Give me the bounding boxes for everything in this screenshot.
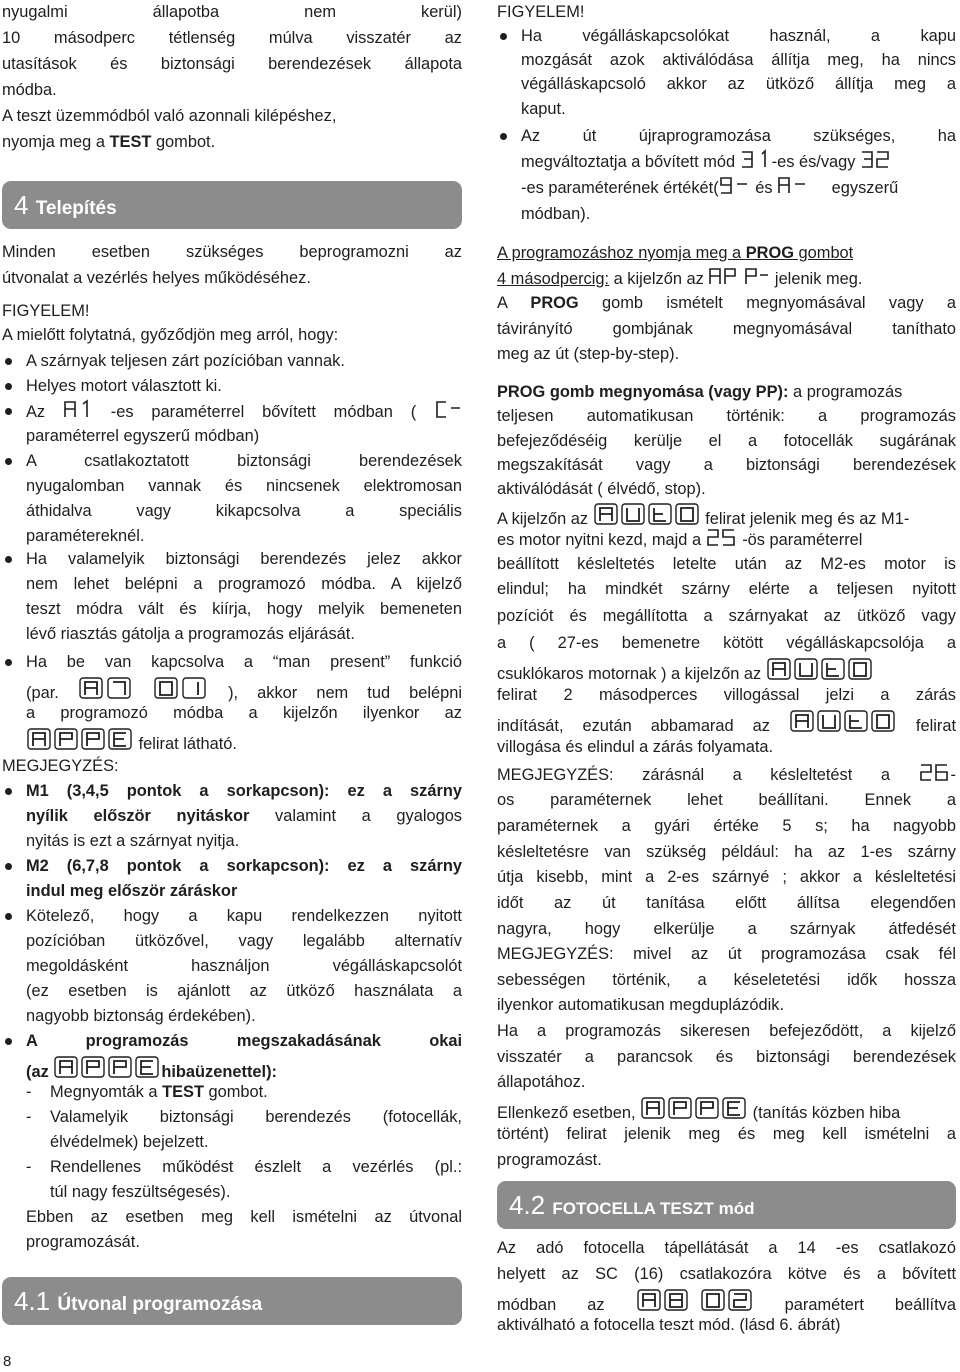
test-bold: TEST bbox=[162, 1083, 204, 1101]
text-line: utasítások és biztonsági berendezések állapota bbox=[2, 55, 462, 73]
text-span: Ellenkező esetben, bbox=[497, 1104, 636, 1122]
list-item: A csatlakoztatott biztonsági berendezések bbox=[26, 452, 462, 470]
text-line: Az adó fotocella tápellátását a 14 -es csatlakozó bbox=[497, 1239, 956, 1257]
text-line: nagyra, hogy elkerülje a szárnyak átfedését bbox=[497, 920, 956, 938]
text-span: hibaüzenettel): bbox=[161, 1063, 277, 1081]
text-line: programozást. bbox=[497, 1151, 602, 1169]
seg-display-app bbox=[708, 266, 770, 286]
seg-display-a1 bbox=[63, 399, 93, 419]
text-underline: 4 másodpercig: bbox=[497, 270, 610, 288]
text-line: beállított késleltetés letelte után az M2-es motor is bbox=[497, 555, 956, 573]
text-span: paramétert beállítva bbox=[784, 1296, 956, 1314]
text-line: meg az út (step-by-step). bbox=[497, 345, 680, 363]
text-span: (az bbox=[26, 1063, 49, 1081]
seg-display-26 bbox=[919, 762, 951, 782]
section-heading bbox=[2, 1277, 462, 1325]
text-line: paraméterrel egyszerű módban) bbox=[26, 427, 260, 445]
text-line: módban). bbox=[521, 205, 591, 223]
text-span: (par. bbox=[26, 684, 59, 702]
text-line: távirányító gombjának megnyomásával taníthato bbox=[497, 320, 956, 338]
text-line: 10 másodperc tétlenség múlva visszatér az bbox=[2, 29, 462, 47]
text-line: végálláskapcsoló akkor az ütköző állítja meg a bbox=[521, 75, 956, 93]
text-line: időt az út tanítása előtt állítsa elegendően bbox=[497, 894, 956, 912]
text-line: nagyobb biztonság érdekében). bbox=[26, 1007, 256, 1025]
section-num: 4.2 bbox=[509, 1190, 546, 1220]
text-line: nyitás is ezt a szárnyat nyitja. bbox=[26, 832, 240, 850]
text-line: paraméternek a gyári értéke 5 s; ha nagyobb bbox=[497, 817, 956, 835]
text-line: nem lehet belépni a programozó módba. A kijelző bbox=[26, 575, 462, 593]
text-line bbox=[497, 1288, 956, 1312]
section-num: 4 bbox=[14, 190, 29, 220]
text-underline: gombot bbox=[794, 244, 854, 262]
section-num: 4.1 bbox=[14, 1286, 51, 1316]
text-line bbox=[26, 1055, 462, 1079]
prog-bold: PROG bbox=[745, 244, 794, 262]
text-underline: A programozáshoz nyomja meg a bbox=[497, 244, 746, 262]
text-span: csuklókaros motornak ) a kijelzőn az bbox=[497, 665, 762, 683]
text-line: MEGJEGYZÉS: mivel az út programozása csak fél bbox=[497, 945, 956, 963]
mj-seg-wrap bbox=[919, 766, 956, 784]
seg-display-a bbox=[777, 175, 809, 195]
text-line bbox=[497, 380, 956, 404]
text-span: Megnyomták a bbox=[50, 1083, 163, 1101]
text-line bbox=[497, 527, 956, 551]
bullet bbox=[4, 904, 14, 928]
page-number: 8 bbox=[3, 1353, 12, 1370]
text-span: indítását, ezután abbamarad az bbox=[497, 717, 770, 735]
dash-marker: - bbox=[26, 1083, 32, 1101]
list-item: Ha valamelyik biztonsági berendezés jelez akkor bbox=[26, 550, 462, 568]
text-line: paramétereknél. bbox=[26, 527, 145, 545]
bullet bbox=[4, 349, 14, 373]
text-line: módba. bbox=[2, 81, 57, 99]
bullet bbox=[4, 779, 14, 803]
bullet bbox=[4, 547, 14, 571]
text-line: nyugalomban vannak és nincsenek elektromosan bbox=[26, 477, 462, 495]
text-line bbox=[521, 149, 956, 173]
text-line: visszatér a parancsok és biztonsági berendezések bbox=[497, 1048, 956, 1066]
text-line: nyugalmi állapotba nem kerül) bbox=[2, 3, 462, 21]
seg-display-31 bbox=[740, 149, 772, 169]
text-line: befejeződéséig kerülje el a fotocellák sugárának bbox=[497, 432, 956, 450]
text-line: villogása és elindul a zárás folyamata. bbox=[497, 738, 774, 756]
text-span: Az bbox=[26, 403, 46, 421]
text-line: felirat 2 másodperces villogással jelzi a zárás bbox=[497, 686, 956, 704]
text-line bbox=[26, 727, 462, 751]
list-item: Valamelyik biztonsági berendezés (fotocellák, bbox=[50, 1108, 462, 1126]
list-item bbox=[26, 399, 462, 423]
text-bold: nyílik először nyitáskor bbox=[26, 807, 250, 825]
list-item: Kötelező, hogy a kapu rendelkezzen nyitott bbox=[26, 907, 462, 925]
text-span: -es paraméterének értékét( bbox=[521, 179, 719, 197]
text-line bbox=[497, 657, 956, 681]
seg-display-appe bbox=[640, 1096, 748, 1120]
text-line: Ebben az esetben meg kell ismételni az útvonal bbox=[26, 1208, 462, 1226]
figyelem-label: FIGYELEM! bbox=[2, 302, 90, 320]
text-span: jelenik meg. bbox=[770, 270, 863, 288]
text-line: élvédelmek) bejelzett. bbox=[50, 1133, 209, 1151]
text-line: megszakítását vagy a biztonsági berendezések bbox=[497, 456, 956, 474]
text-line bbox=[497, 502, 956, 526]
text-line: indul meg először záráskor bbox=[26, 882, 238, 900]
text-bold: PROG gomb megnyomása (vagy PP): bbox=[497, 383, 789, 401]
prog-bold: PROG bbox=[530, 294, 579, 312]
section-title: Telepítés bbox=[35, 198, 117, 219]
text-line: elindul; ha mindkét szárny elérte a teljesen nyitott bbox=[497, 580, 956, 598]
text-span: MEGJEGYZÉS: zárásnál a késleltetést a bbox=[497, 766, 890, 784]
text-span: (tanítás közben hiba bbox=[752, 1104, 901, 1122]
text-line bbox=[26, 804, 462, 828]
text-span: nyomja meg a bbox=[2, 133, 110, 151]
text-line bbox=[497, 1096, 956, 1120]
dash-marker: - bbox=[26, 1108, 32, 1126]
section-heading bbox=[497, 1181, 956, 1229]
seg-display-9 bbox=[719, 175, 751, 195]
text-line: helyett az SC (16) csatlakozóra kötve és a bővített bbox=[497, 1265, 956, 1283]
text-line: ilyenkor automatikusan megduplázódik. bbox=[497, 996, 784, 1014]
seg-display-auto bbox=[593, 502, 701, 526]
text-line bbox=[2, 130, 462, 154]
text-line: lévő riasztás gátolja a programozás eljárását. bbox=[26, 625, 355, 643]
bullet bbox=[499, 124, 509, 148]
text-span: A kijelzőn az bbox=[497, 510, 589, 528]
text-line bbox=[497, 266, 956, 290]
text-line: aktiválódását ( élvédő, stop). bbox=[497, 480, 706, 498]
text-line: A teszt üzemmódból való azonnali kilépéshez, bbox=[2, 107, 337, 125]
text-line: teljesen automatikusan történik: a programozás bbox=[497, 407, 956, 425]
seg-display-c bbox=[434, 399, 462, 419]
bullet bbox=[4, 399, 14, 423]
megjegyzes-label: MEGJEGYZÉS: bbox=[2, 757, 119, 775]
text-span: -es paraméterrel bővített módban ( bbox=[110, 403, 417, 421]
text-line: útja kisebb, mint a 2-es szárnyé ; akkor a késleltetési bbox=[497, 868, 956, 886]
section-number bbox=[14, 189, 117, 225]
text-line: kaput. bbox=[521, 100, 566, 118]
seg-display-appe bbox=[53, 1055, 161, 1079]
list-item: Ha be van kapcsolva a “man present” funkció bbox=[26, 653, 462, 671]
bullet bbox=[4, 374, 14, 398]
text-span: gombot. bbox=[203, 1083, 268, 1101]
bullet bbox=[4, 1029, 14, 1053]
text-line: os paraméternek lehet beállítani. Ennek a bbox=[497, 791, 956, 809]
seg-display-a7 bbox=[78, 676, 134, 700]
text-span: A bbox=[497, 294, 531, 312]
list-item: A szárnyak teljesen zárt pozícióban vannak. bbox=[26, 352, 345, 370]
section-number bbox=[14, 1285, 262, 1321]
list-item: A programozás megszakadásának okai bbox=[26, 1032, 462, 1050]
list-item: Rendellenes működést észlelt a vezérlés (pl.: bbox=[50, 1158, 462, 1176]
seg-display-25 bbox=[706, 527, 738, 547]
text-span: módban az bbox=[497, 1296, 605, 1314]
seg-display-auto bbox=[789, 709, 897, 733]
text-span: a programozás bbox=[788, 383, 903, 401]
text-span: -es és/vagy bbox=[771, 153, 856, 171]
text-line: állapotához. bbox=[497, 1073, 586, 1091]
seg-display-a802 bbox=[636, 1288, 754, 1312]
text-line: pozícióban ütközővel, vagy legalább alternatív bbox=[26, 932, 462, 950]
text-line: útvonalat a vezérlés helyes működéséhez. bbox=[2, 269, 311, 287]
text-span: es motor nyitni kezd, majd a bbox=[497, 531, 702, 549]
text-span: és bbox=[750, 179, 778, 197]
text-line: a programozó módba a kijelzőn ilyenkor az bbox=[26, 704, 462, 722]
text-line bbox=[521, 175, 956, 199]
text-line: késleltetésre van szükség például: ha az 1-es szárny bbox=[497, 843, 956, 861]
text-span: felirat látható. bbox=[138, 735, 237, 753]
section-title: Útvonal programozása bbox=[57, 1294, 263, 1315]
bullet bbox=[4, 650, 14, 674]
list-item: Helyes motort választott ki. bbox=[26, 377, 222, 395]
figyelem-label: FIGYELEM! bbox=[497, 3, 585, 21]
bullet bbox=[4, 449, 14, 473]
text-span: egyszerű bbox=[827, 179, 899, 197]
text-line: pozíciót és megállította a szárnyakat az ütköző vagy bbox=[497, 607, 956, 625]
text-line bbox=[497, 709, 956, 733]
text-line: (ez esetben is ajánlott az ütköző használata a bbox=[26, 982, 462, 1000]
text-line: történt) felirat jelenik meg és meg kell ismételni a bbox=[497, 1125, 956, 1143]
text-line bbox=[497, 291, 956, 315]
list-item: M1 (3,4,5 pontok a sorkapcson): ez a szárny bbox=[26, 782, 462, 800]
text-span: - bbox=[950, 766, 956, 784]
text-line: a ( 27-es bemenetre kötött végálláskapcsolója a bbox=[497, 634, 956, 652]
text-line: aktiválható a fotocella teszt mód. (lásd 6. ábrát) bbox=[497, 1316, 841, 1334]
seg-display-auto bbox=[766, 657, 874, 681]
text-span: felirat bbox=[915, 717, 957, 735]
seg-display-32 bbox=[860, 149, 892, 169]
seg-display-appe bbox=[26, 727, 134, 751]
text-line: túl nagy feszültségesés). bbox=[50, 1183, 231, 1201]
text-line: sebességen történik, a késeletetési idők hossza bbox=[497, 971, 956, 989]
bullet bbox=[499, 24, 509, 48]
text-line: teszt módra vált és kiírja, hogy melyik bemeneten bbox=[26, 600, 462, 618]
text-line: Ha a programozás sikeresen befejeződött, a kijelző bbox=[497, 1022, 956, 1040]
text-line: megoldásként használjon végálláskapcsolót bbox=[26, 957, 462, 975]
list-item: M2 (6,7,8 pontok a sorkapcson): ez a szárny bbox=[26, 857, 462, 875]
text-span: a kijelzőn az bbox=[609, 270, 709, 288]
section-heading bbox=[2, 181, 462, 229]
text-line bbox=[26, 676, 462, 700]
text-line: A mielőtt folytatná, győződjön meg arról, hogy: bbox=[2, 326, 339, 344]
text-span: gombot. bbox=[151, 133, 216, 151]
text-span: -ös paraméterrel bbox=[742, 531, 863, 549]
list-item: Ha végálláskapcsolókat használ, a kapu bbox=[521, 27, 956, 45]
text-line bbox=[497, 241, 956, 265]
text-line bbox=[497, 762, 956, 786]
text-line: programozását. bbox=[26, 1233, 140, 1251]
text-span: ), akkor nem tud belépni bbox=[228, 684, 463, 702]
text-span: megváltoztatja a bővített mód bbox=[521, 153, 736, 171]
text-span: valamint a gyalogos bbox=[249, 807, 463, 825]
seg-display-01 bbox=[153, 676, 209, 700]
text-span: felirat jelenik meg és az M1- bbox=[705, 510, 910, 528]
bullet bbox=[4, 854, 14, 878]
text-line: Minden esetben szükséges beprogramozni az bbox=[2, 243, 462, 261]
list-item: Az út újraprogramozása szükséges, ha bbox=[521, 127, 956, 145]
dash-marker: - bbox=[26, 1158, 32, 1176]
text-span: gomb ismételt megnyomásával vagy a bbox=[578, 294, 956, 312]
text-line: áthidalva vagy kikapcsolva a speciális bbox=[26, 502, 462, 520]
section-title: FOTOCELLA TESZT mód bbox=[552, 1199, 755, 1218]
section-number bbox=[509, 1189, 755, 1225]
text-line: mozgását azok aktiválódása állítja meg, ha nincs bbox=[521, 51, 956, 69]
test-bold: TEST bbox=[109, 133, 152, 151]
list-item bbox=[50, 1080, 462, 1104]
